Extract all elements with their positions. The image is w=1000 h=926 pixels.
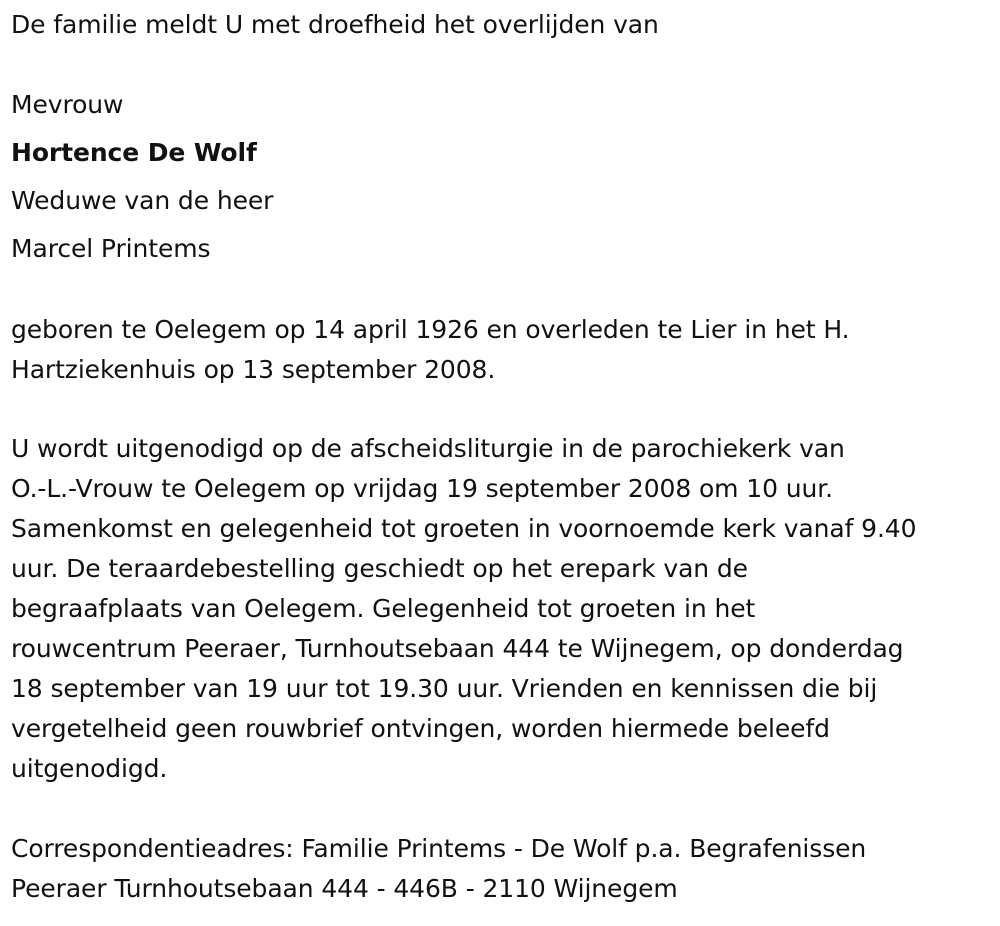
paragraph-line: uitgenodigd. <box>11 754 168 783</box>
paragraph-line: geboren te Oelegem op 14 april 1926 en overleden te Lier in het H. <box>11 315 850 344</box>
paragraph-line: rouwcentrum Peeraer, Turnhoutsebaan 444 te Wijnegem, op donderdag <box>11 634 904 663</box>
ceremony-paragraph <box>11 429 991 789</box>
correspondence-paragraph <box>11 829 991 909</box>
paragraph-line: U wordt uitgenodigd op de afscheidsliturgie in de parochiekerk van <box>11 434 845 463</box>
paragraph-line: O.-L.-Vrouw te Oelegem op vrijdag 19 september 2008 om 10 uur. <box>11 474 833 503</box>
paragraph-line: begraafplaats van Oelegem. Gelegenheid tot groeten in het <box>11 594 756 623</box>
paragraph-line: uur. De teraardebestelling geschiedt op het erepark van de <box>11 554 748 583</box>
birth-death-paragraph <box>11 310 991 390</box>
widow-of-text: Weduwe van de heer <box>11 186 274 215</box>
paragraph-line: Correspondentieadres: Familie Printems - De Wolf p.a. Begrafenissen <box>11 834 867 863</box>
deceased-name: Hortence De Wolf <box>11 138 257 167</box>
salutation: Mevrouw <box>11 90 124 119</box>
spouse-name: Marcel Printems <box>11 234 211 263</box>
paragraph-line: Samenkomst en gelegenheid tot groeten in voornoemde kerk vanaf 9.40 <box>11 514 917 543</box>
paragraph-line: Hartziekenhuis op 13 september 2008. <box>11 355 496 384</box>
paragraph-line: 18 september van 19 uur tot 19.30 uur. Vrienden en kennissen die bij <box>11 674 878 703</box>
paragraph-line: vergetelheid geen rouwbrief ontvingen, worden hiermede beleefd <box>11 714 830 743</box>
intro-text: De familie meldt U met droefheid het overlijden van <box>11 10 659 39</box>
paragraph-line: Peeraer Turnhoutsebaan 444 - 446B - 2110 Wijnegem <box>11 874 678 903</box>
